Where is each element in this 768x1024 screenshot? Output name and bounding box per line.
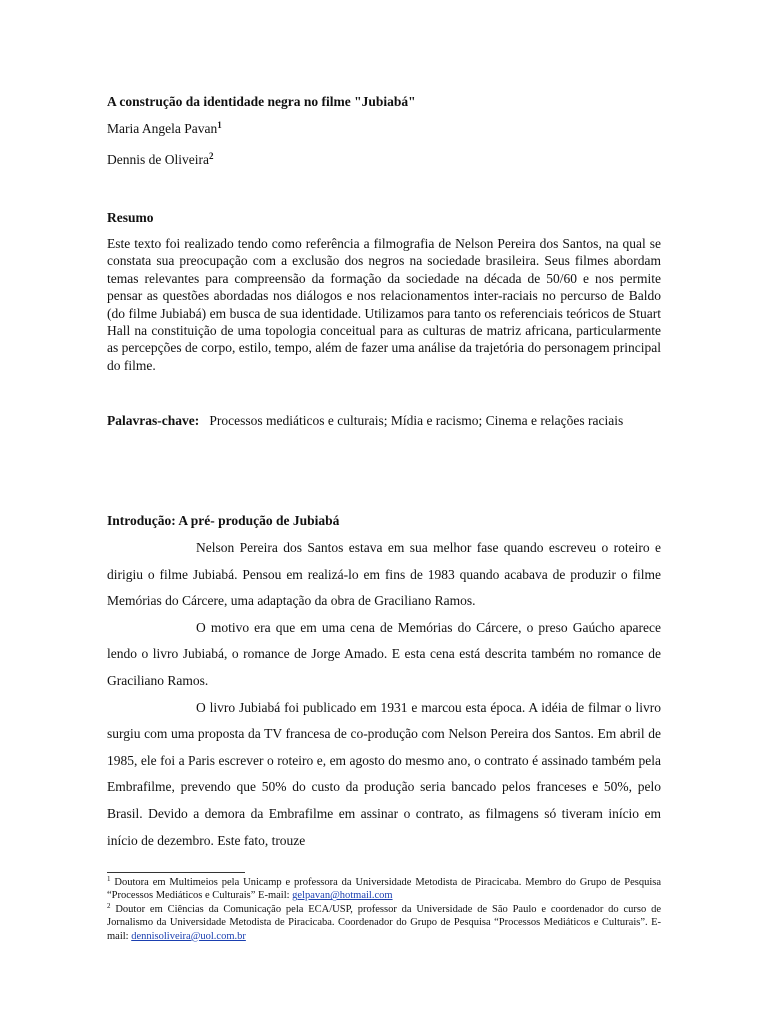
abstract-heading: Resumo (107, 210, 154, 225)
footnote-mark: 2 (107, 901, 111, 910)
footnote-ref[interactable]: 1 (217, 120, 222, 130)
footnote-text: Doutora em Multimeios pela Unicamp e professora da Universidade Metodista de Piracicaba. Membro do Grupo de Pesquisa “Processos Mediáticos e Culturais” E-mail: (107, 877, 662, 902)
paper-title: A construção da identidade negra no filme "Jubiabá" (107, 94, 416, 109)
keywords-text: Processos mediáticos e culturais; Mídia e racismo; Cinema e relações raciais (209, 413, 624, 428)
paragraph: O livro Jubiabá foi publicado em 1931 e marcou esta época. A idéia de filmar o livro surgiu com uma proposta da TV francesa de co-produção com Nelson Pereira dos Santos. Em abril de 1985, ele foi a Paris escrever o roteiro e, em agosto do mesmo ano, o contrato é assinado também pela Embrafilme, prevendo que 50% do custo da produção seria bancado pelos franceses e 50%, pelo Brasil. Devido a demora da Embrafilme em assinar o contrato, as filmagens só tiveram início em início de dezembro. Este fato, trouze (107, 699, 661, 848)
abstract-text: Este texto foi realizado tendo como referência a filmografia de Nelson Pereira dos Santos, na qual se constata sua preocupação com a exclusão dos negros na sociedade brasileira. Seus filmes abordam temas relevantes para compreensão da formação da sociedade na década de 50/60 e nos permite pensar as questões abordadas nos diálogos e nos relacionamentos inter-raciais no percurso de Baldo (do filme Jubiabá) em busca de sua identidade. Utilizamos para tanto os referenciais teóricos de Stuart Hall na constituição de uma topologia conceitual para as culturas de matriz africana, particularmente as percepções de corpo, estilo, tempo, além de fazer uma análise da trajetória do personagem principal do filme. (107, 236, 661, 373)
author-name: Maria Angela Pavan (107, 121, 218, 136)
footnote-text: Doutor em Ciências da Comunicação pela ECA/USP, professor da Universidade de São Paulo e coordenador do curso de Jornalismo da Universidade Metodista de Piracicaba. Coordenador do Grupo de Pesquisa “Processos Mediáticos e Culturais”. E-mail: (107, 903, 662, 942)
paragraph: O motivo era que em uma cena de Memórias do Cárcere, o preso Gaúcho aparece lendo o livro Jubiabá, o romance de Jorge Amado. E esta cena está descrita também no romance de Graciliano Ramos. (107, 619, 661, 688)
section-heading: Introdução: A pré- produção de Jubiabá (107, 513, 340, 528)
paragraph: Nelson Pereira dos Santos estava em sua melhor fase quando escreveu o roteiro e dirigiu o filme Jubiabá. Pensou em realizá-lo em fins de 1983 quando acabava de produzir o filme Memórias do Cárcere, uma adaptação da obra de Graciliano Ramos. (107, 540, 661, 609)
body-text (107, 535, 661, 854)
keywords-label: Palavras-chave: (107, 413, 200, 428)
author-1 (107, 121, 222, 137)
author-name: Dennis de Oliveira (107, 152, 209, 167)
email-link[interactable]: gelpavan@hotmail.com (292, 890, 393, 902)
keywords (107, 412, 661, 430)
footnote-ref[interactable]: 2 (208, 151, 214, 161)
footnote-mark: 1 (107, 875, 111, 883)
email-link[interactable]: dennisoliveira@uol.com.br (131, 930, 246, 942)
footnote-separator (107, 872, 245, 873)
footnote-1 (107, 876, 661, 903)
footnotes (107, 876, 661, 943)
footnote-2 (107, 903, 661, 943)
author-2 (107, 152, 213, 168)
